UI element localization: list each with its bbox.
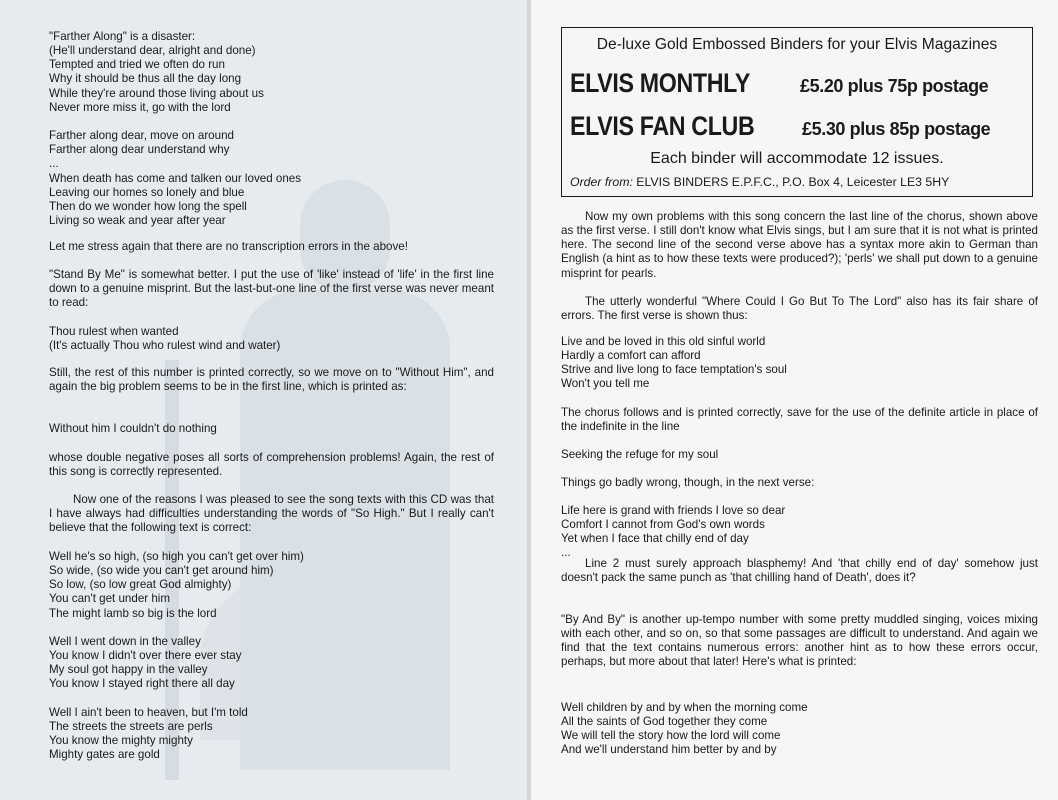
ad-order-label: Order from: xyxy=(570,175,633,189)
binder-advertisement xyxy=(561,27,1033,197)
ad-accommodate: Each binder will accommodate 12 issues. xyxy=(650,150,944,167)
lyrics-by-and-by: Well children by and by when the morning come All the saints of God together they come We will tell the story how the lord will come And we'll understand him better by and by xyxy=(561,701,808,757)
paragraph-without-him: Still, the rest of this number is printed correctly, so we move on to "Without Him", and again the big problem seems to be in the first line, which is printed as: xyxy=(49,366,494,394)
paragraph-next-verse: Things go badly wrong, though, in the next verse: xyxy=(561,476,815,489)
lyrics-without-him: Without him I couldn't do nothing xyxy=(49,422,217,435)
paragraph-by-and-by: "By And By" is another up-tempo number with some pretty muddled singing, voices mixing with each other, and so on, so that some passages are difficult to understand. And again we find that the text contains numerous errors: another hint as to how these errors occur, perhaps, but more about that later! Here's what is printed: xyxy=(561,613,1038,669)
lyrics-seeking-refuge: Seeking the refuge for my soul xyxy=(561,448,719,461)
lyrics-next-verse: Life here is grand with friends I love so dear Comfort I cannot from God's own words Yet when I face that chilly end of day ... xyxy=(561,504,786,560)
lyrics-where-could-i-go: Live and be loved in this old sinful world Hardly a comfort can afford Strive and live long to face temptation's soul Won't you tell me xyxy=(561,335,787,391)
paragraph-stand-by-me: "Stand By Me" is somewhat better. I put the use of 'like' instead of 'life' in the first line down to a genuine misprint. But the last-but-one line of the first verse was never meant to read: xyxy=(49,268,494,310)
paragraph-double-negative: whose double negative poses all sorts of comprehension problems! Again, the rest of this song is correctly represented. xyxy=(49,451,494,479)
paragraph-where-could-i-go: The utterly wonderful "Where Could I Go But To The Lord" also has its fair share of errors. The first verse is shown thus: xyxy=(561,295,1038,323)
lyrics-so-high: Well he's so high, (so high you can't get over him) So wide, (so wide you can't get around him) So low, (so low great God almighty) You can't get under him The might lamb so big is the lord Well I went down in the valley You know I didn't over there ever stay My soul got happy in the valley You know I stayed right there all day Well I ain't been to heaven, but I'm told The streets the streets are perls You know the mighty mighty Mighty gates are gold xyxy=(49,550,304,762)
paragraph-chorus: The chorus follows and is printed correctly, save for the use of the definite article in place of the indefinite in the line xyxy=(561,406,1038,434)
ad-elvis-monthly-price: £5.20 plus 75p postage xyxy=(800,76,989,96)
ad-elvis-fan-club-price: £5.30 plus 85p postage xyxy=(802,119,991,139)
paragraph-stress: Let me stress again that there are no transcription errors in the above! xyxy=(49,240,408,253)
ad-elvis-fan-club-name: ELVIS FAN CLUB xyxy=(570,111,755,141)
paragraph-blasphemy: Line 2 must surely approach blasphemy! And 'that chilly end of day' somehow just doesn't pack the same punch as 'that chilling hand of Death', does it? xyxy=(561,557,1038,585)
ad-elvis-monthly-row xyxy=(570,68,1040,99)
lyrics-stand-by-me: Thou rulest when wanted (It's actually Thou who rulest wind and water) xyxy=(49,325,281,353)
ad-elvis-monthly-name: ELVIS MONTHLY xyxy=(570,68,751,98)
lyrics-farther-along: "Farther Along" is a disaster: (He'll understand dear, alright and done) Tempted and tried we often do run Why it should be thus all the day long While they're around those living about us Never more miss it, go with the lord Farther along dear, move on around Farther along dear understand why ... When death has come and talken our loved ones Leaving our homes so lonely and blue Then do we wonder how long the spell Living so weak and year after year xyxy=(49,30,302,228)
ad-order-info xyxy=(570,175,1040,189)
paragraph-own-problems: Now my own problems with this song concern the last line of the chorus, shown above as the first verse. I still don't know what Elvis sings, but I am sure that it is not what is printed here. The second line of the second verse above has a syntax more akin to German than English (a hint as to how these texts were produced?); 'perls' we shall put down to a genuine misprint for pearls. xyxy=(561,210,1038,280)
ad-elvis-fan-club-row xyxy=(570,111,1040,142)
paragraph-so-high: Now one of the reasons I was pleased to see the song texts with this CD was that I have always had difficulties understanding the words of "So High." But I really can't believe that the following text is correct: xyxy=(49,493,494,535)
left-page xyxy=(0,0,527,800)
ad-title: De-luxe Gold Embossed Binders for your Elvis Magazines xyxy=(596,36,998,53)
right-page xyxy=(531,0,1058,800)
ad-order-address: ELVIS BINDERS E.P.F.C., P.O. Box 4, Leicester LE3 5HY xyxy=(636,175,950,189)
